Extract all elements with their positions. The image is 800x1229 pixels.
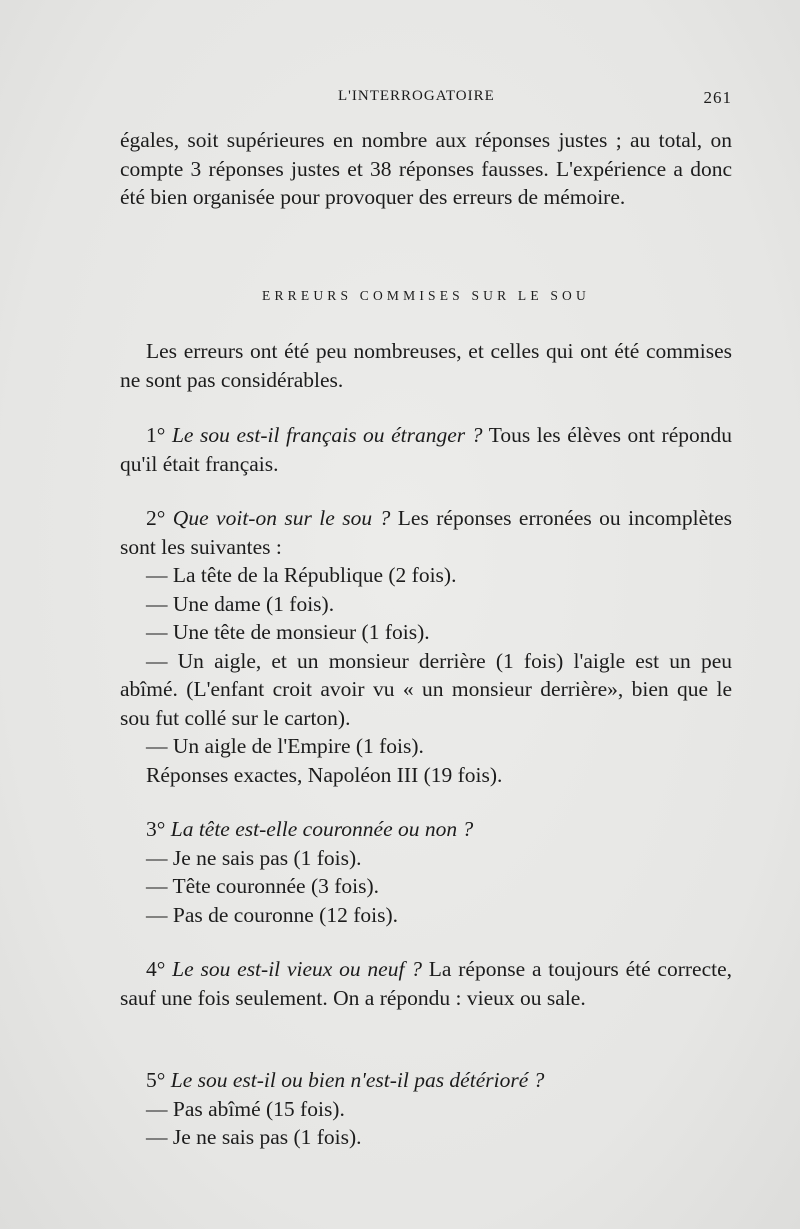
question-2-list bbox=[120, 561, 732, 647]
question-3-number: 3° bbox=[146, 817, 166, 841]
list-item: — Pas abîmé (15 fois). bbox=[146, 1096, 345, 1121]
question-2-list-end bbox=[120, 732, 732, 789]
question-4-paragraph bbox=[120, 955, 732, 1012]
question-2-number: 2° bbox=[146, 506, 166, 530]
list-item: — La tête de la République (2 fois). bbox=[146, 563, 457, 587]
question-2-paragraph bbox=[120, 504, 732, 561]
page-number: 261 bbox=[703, 88, 732, 107]
question-3-block bbox=[120, 815, 732, 929]
question-4-number: 4° bbox=[146, 957, 166, 981]
question-5-text: Le sou est-il ou bien n'est-il pas détérioré ? bbox=[170, 1068, 545, 1092]
question-1-number: 1° bbox=[146, 423, 166, 447]
list-item: — Je ne sais pas (1 fois). bbox=[146, 845, 362, 870]
question-1-text: Le sou est-il français ou étranger ? bbox=[171, 423, 483, 447]
running-title: L'INTERROGATOIRE bbox=[338, 88, 495, 104]
list-item: — Une dame (1 fois). bbox=[146, 591, 335, 616]
summary-paragraph: Les erreurs ont été peu nombreuses, et celles qui ont été commises ne sont pas considérables. bbox=[120, 339, 732, 392]
list-item: — Tête couronnée (3 fois). bbox=[146, 874, 380, 898]
question-3-list bbox=[120, 844, 732, 930]
question-4-block bbox=[120, 955, 732, 1012]
question-2-block bbox=[120, 504, 732, 789]
list-item: — Un aigle de l'Empire (1 fois). bbox=[146, 734, 424, 758]
question-2-answer: Les réponses erronées ou incomplètes sont les suivantes : bbox=[120, 506, 732, 559]
question-5-number: 5° bbox=[146, 1068, 166, 1092]
intro-paragraph: égales, soit supérieures en nombre aux réponses justes ; au total, on compte 3 réponses justes et 38 réponses fausses. L'expérience a donc été bien organisée pour provoquer des erreurs de mémoire. bbox=[120, 128, 732, 209]
question-3-paragraph bbox=[120, 815, 732, 844]
question-5-paragraph bbox=[120, 1066, 732, 1095]
question-1-paragraph bbox=[120, 421, 732, 478]
question-4-text: Le sou est-il vieux ou neuf ? bbox=[172, 957, 422, 981]
page-header bbox=[120, 88, 732, 112]
question-2-text: Que voit-on sur le sou ? bbox=[172, 506, 391, 530]
question-3-text: La tête est-elle couronnée ou non ? bbox=[170, 817, 474, 841]
list-item: — Pas de couronne (12 fois). bbox=[146, 902, 398, 927]
list-item: — Une tête de monsieur (1 fois). bbox=[146, 620, 430, 644]
list-item: — Je ne sais pas (1 fois). bbox=[146, 1125, 362, 1149]
intro-paragraph-block bbox=[120, 126, 732, 212]
list-item: — Un aigle, et un monsieur derrière (1 fois) l'aigle est un peu abîmé. (L'enfant croit avoir vu « un monsieur derrière», bien que le sou fut collé sur le carton). bbox=[120, 648, 732, 730]
section-heading: ERREURS COMMISES SUR LE SOU bbox=[262, 288, 590, 303]
summary-block bbox=[120, 337, 732, 394]
question-1-answer: Tous les élèves ont répondu qu'il était français. bbox=[120, 423, 733, 476]
question-4-answer: La réponse a toujours été correcte, sauf une fois seulement. On a répondu : vieux ou sale. bbox=[120, 957, 733, 1010]
question-2-exact-answer: Réponses exactes, Napoléon III (19 fois). bbox=[146, 762, 503, 787]
question-1-block bbox=[120, 421, 732, 478]
question-5-list bbox=[120, 1095, 732, 1152]
question-5-block bbox=[120, 1066, 732, 1152]
